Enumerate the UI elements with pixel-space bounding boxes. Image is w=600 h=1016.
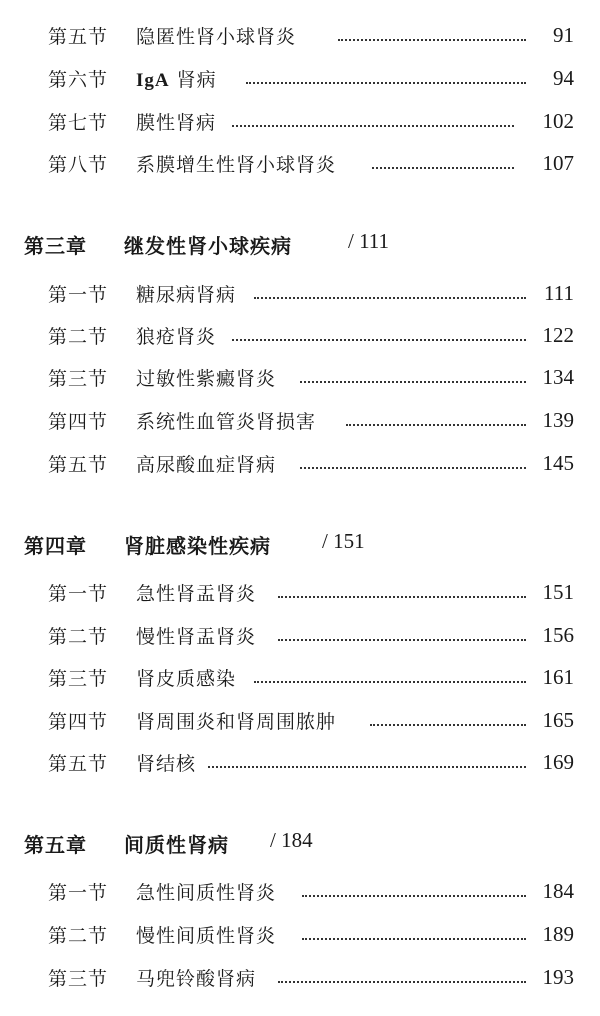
dot-leader: [370, 724, 526, 726]
section-title: 肾皮质感染: [136, 667, 237, 690]
page-number: 111: [544, 280, 574, 305]
section-number: 第三节: [48, 967, 109, 990]
toc-entry[interactable]: [0, 104, 600, 138]
section-title: 急性肾盂肾炎: [136, 582, 257, 605]
dot-leader: [254, 297, 526, 299]
toc-entry[interactable]: [0, 745, 600, 779]
section-title: 高尿酸血症肾病: [136, 453, 277, 476]
section-number: 第三节: [48, 367, 109, 390]
section-title: 肾结核: [136, 752, 197, 775]
section-number: 第三节: [48, 667, 109, 690]
section-number: 第二节: [48, 325, 109, 348]
page-number: 156: [542, 622, 574, 647]
section-number: 第五节: [48, 752, 109, 775]
chapter-title: 继发性肾小球疾病: [124, 234, 292, 258]
section-number: 第二节: [48, 924, 109, 947]
toc-entry[interactable]: [0, 318, 600, 352]
section-title: 过敏性紫癜肾炎: [136, 367, 277, 390]
toc-entry[interactable]: [0, 276, 600, 310]
chapter-title: 间质性肾病: [124, 833, 229, 857]
section-title: 慢性肾盂肾炎: [136, 625, 257, 648]
section-title: 马兜铃酸肾病: [136, 967, 257, 990]
section-number: 第一节: [48, 283, 109, 306]
page-number: 134: [542, 364, 574, 389]
section-title: 系膜增生性肾小球肾炎: [136, 153, 337, 176]
section-title: 隐匿性肾小球肾炎: [136, 25, 297, 48]
dot-leader: [338, 39, 526, 41]
dot-leader: [208, 766, 526, 768]
dot-leader: [372, 167, 514, 169]
page-number: 193: [542, 964, 574, 989]
dot-leader: [278, 639, 526, 641]
page-number: 189: [542, 921, 574, 946]
chapter-heading[interactable]: [0, 824, 600, 860]
toc-entry[interactable]: [0, 703, 600, 737]
toc-entry[interactable]: [0, 360, 600, 394]
page-number: 161: [542, 664, 574, 689]
chapter-page-number: / 184: [270, 828, 313, 852]
section-title: 膜性肾病: [136, 111, 217, 134]
section-number: 第七节: [48, 111, 109, 134]
page-number: 151: [542, 579, 574, 604]
dot-leader: [254, 681, 526, 683]
section-number: 第二节: [48, 625, 109, 648]
section-title-text: 肾病: [169, 68, 217, 91]
section-number: 第四节: [48, 410, 109, 433]
section-number: 第六节: [48, 68, 109, 91]
section-title: 糖尿病肾病: [136, 283, 237, 306]
chapter-heading[interactable]: [0, 225, 600, 261]
toc-entry[interactable]: [0, 61, 600, 95]
chapter-page-number: / 111: [348, 229, 390, 253]
section-number: 第八节: [48, 153, 109, 176]
dot-leader: [302, 938, 526, 940]
chapter-title: 肾脏感染性疾病: [124, 534, 271, 558]
chapter-number: 第五章: [24, 833, 87, 857]
section-number: 第一节: [48, 881, 109, 904]
toc-entry[interactable]: [0, 960, 600, 994]
section-title: 肾周围炎和肾周围脓肿: [136, 710, 337, 733]
dot-leader: [300, 467, 526, 469]
section-number: 第五节: [48, 25, 109, 48]
chapter-page-number: / 151: [322, 529, 365, 553]
chapter-heading[interactable]: [0, 525, 600, 561]
dot-leader: [232, 339, 526, 341]
toc-entry[interactable]: [0, 575, 600, 609]
section-number: 第五节: [48, 453, 109, 476]
page-number: 184: [542, 878, 574, 903]
dot-leader: [300, 381, 526, 383]
section-title: 系统性血管炎肾损害: [136, 410, 317, 433]
chapter-number: 第三章: [24, 234, 87, 258]
section-title: 急性间质性肾炎: [136, 881, 277, 904]
dot-leader: [346, 424, 526, 426]
dot-leader: [278, 596, 526, 598]
page-number: 139: [542, 407, 574, 432]
section-title: 慢性间质性肾炎: [136, 924, 277, 947]
page-number: 145: [542, 450, 574, 475]
dot-leader: [302, 895, 526, 897]
chapter-number: 第四章: [24, 534, 87, 558]
dot-leader: [278, 981, 526, 983]
toc-entry[interactable]: [0, 874, 600, 908]
toc-entry[interactable]: [0, 446, 600, 480]
page-number: 91: [553, 22, 574, 47]
page-number: 122: [542, 322, 574, 347]
section-number: 第四节: [48, 710, 109, 733]
toc-entry[interactable]: [0, 403, 600, 437]
toc-entry[interactable]: [0, 917, 600, 951]
toc-entry[interactable]: [0, 18, 600, 52]
toc-entry[interactable]: [0, 660, 600, 694]
page-number: 102: [542, 108, 574, 133]
section-title: 狼疮肾炎: [136, 325, 217, 348]
toc-entry[interactable]: [0, 146, 600, 180]
dot-leader: [232, 125, 514, 127]
page-number: 165: [542, 707, 574, 732]
section-number: 第一节: [48, 582, 109, 605]
page-number: 94: [553, 65, 574, 90]
dot-leader: [246, 82, 526, 84]
toc-entry[interactable]: [0, 618, 600, 652]
section-title: [136, 65, 217, 92]
section-title-latin: IgA: [136, 69, 170, 91]
page-number: 107: [542, 150, 574, 175]
page-number: 169: [542, 749, 574, 774]
